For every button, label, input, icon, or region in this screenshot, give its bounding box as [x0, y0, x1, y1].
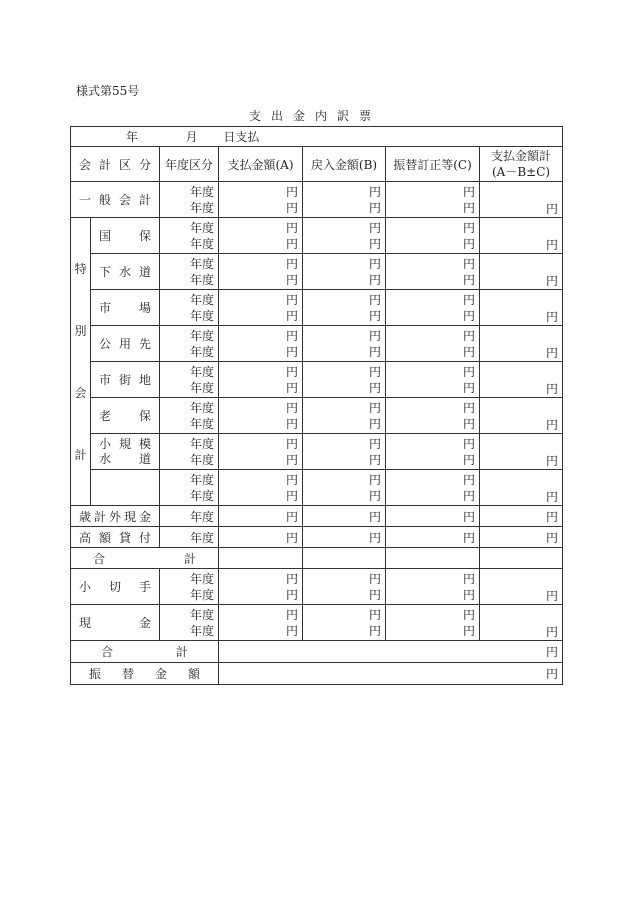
- high-loan-fiscal: 年度: [160, 527, 219, 548]
- general-transfer: 円 円: [386, 182, 480, 218]
- header-total-line1: 支払金額計: [491, 149, 552, 163]
- special-transfer: 円 円: [386, 470, 480, 506]
- form-title: 支出金内訳票: [248, 109, 381, 123]
- special-row: [71, 218, 563, 254]
- special-category-label: 公 用 先: [91, 326, 160, 362]
- special-transfer: 円 円: [386, 434, 480, 470]
- subtotal-row: [71, 548, 563, 569]
- cash-transfer: 円 円: [386, 605, 480, 641]
- special-row: [71, 254, 563, 290]
- special-account-label: 特 別 会 計: [71, 218, 91, 506]
- date-row: [71, 127, 563, 147]
- high-loan-payment: 円: [219, 527, 303, 548]
- special-row: [71, 362, 563, 398]
- header-category: 会 計 区 分: [79, 157, 151, 172]
- extra-cash-refund: 円: [303, 506, 386, 527]
- check-total: 円: [480, 569, 563, 605]
- special-category-label: 市 街 地: [91, 362, 160, 398]
- extra-cash-row: [71, 506, 563, 527]
- special-category-label: 下 水 道: [91, 254, 160, 290]
- special-payment: 円 円: [219, 398, 303, 434]
- special-total: 円: [480, 434, 563, 470]
- general-fiscal: 年度 年度: [160, 182, 219, 218]
- header-row: [71, 147, 563, 182]
- special-payment: 円 円: [219, 254, 303, 290]
- cash-total: 円: [480, 605, 563, 641]
- day-payment-label: 日支払: [223, 130, 260, 144]
- extra-cash-fiscal: 年度: [160, 506, 219, 527]
- extra-cash-transfer: 円: [386, 506, 480, 527]
- special-fiscal: 年度 年度: [160, 326, 219, 362]
- general-label: 一 般 会 計: [79, 193, 151, 207]
- year-label: 年: [126, 130, 139, 144]
- header-transfer: 振替訂正等(C): [386, 147, 480, 182]
- special-category-label: 市 場: [91, 290, 160, 326]
- special-total: 円: [480, 290, 563, 326]
- special-refund: 円 円: [303, 362, 386, 398]
- header-total: [480, 147, 563, 182]
- subtotal-cell: [386, 548, 480, 569]
- special-refund: 円 円: [303, 290, 386, 326]
- expenditure-breakdown-table: [70, 126, 563, 685]
- special-payment: 円 円: [219, 290, 303, 326]
- special-fiscal: 年度 年度: [160, 470, 219, 506]
- special-fiscal: 年度 年度: [160, 362, 219, 398]
- cash-payment: 円 円: [219, 605, 303, 641]
- special-row: [71, 470, 563, 506]
- transfer-amount-label: 振 替 金 額: [89, 667, 200, 681]
- high-loan-label: 高 額 貸 付: [79, 530, 151, 545]
- subtotal-label: 合 計: [93, 551, 196, 566]
- subtotal-cell: [303, 548, 386, 569]
- special-total: 円: [480, 326, 563, 362]
- transfer-amount-row: [71, 663, 563, 685]
- special-refund: 円 円: [303, 326, 386, 362]
- special-transfer: 円 円: [386, 326, 480, 362]
- special-category-label: [91, 470, 160, 506]
- general-total: 円: [480, 182, 563, 218]
- check-fiscal: 年度 年度: [160, 569, 219, 605]
- high-loan-total: 円: [480, 527, 563, 548]
- special-fiscal: 年度 年度: [160, 218, 219, 254]
- special-row: [71, 326, 563, 362]
- special-total: 円: [480, 362, 563, 398]
- special-total: 円: [480, 470, 563, 506]
- special-category-label: 老 保: [91, 398, 160, 434]
- subtotal-cell: [480, 548, 563, 569]
- extra-cash-total: 円: [480, 506, 563, 527]
- special-fiscal: 年度 年度: [160, 254, 219, 290]
- special-payment: 円 円: [219, 218, 303, 254]
- special-transfer: 円 円: [386, 218, 480, 254]
- high-loan-row: [71, 527, 563, 548]
- special-row: [71, 290, 563, 326]
- grand-total-value: 円: [219, 641, 563, 663]
- special-refund: 円 円: [303, 434, 386, 470]
- header-fiscal: 年度区分: [160, 147, 219, 182]
- special-refund: 円 円: [303, 218, 386, 254]
- grand-total-row: [71, 641, 563, 663]
- header-payment: 支払金額(A): [219, 147, 303, 182]
- month-label: 月: [185, 130, 198, 144]
- special-category-label: 小 規 模 水 道: [91, 434, 160, 470]
- special-transfer: 円 円: [386, 398, 480, 434]
- special-transfer: 円 円: [386, 254, 480, 290]
- general-row: [71, 182, 563, 218]
- special-refund: 円 円: [303, 398, 386, 434]
- special-fiscal: 年度 年度: [160, 290, 219, 326]
- header-total-line2: (A－B±C): [491, 165, 551, 179]
- check-row: [71, 569, 563, 605]
- transfer-amount-value: 円: [219, 663, 563, 685]
- special-total: 円: [480, 254, 563, 290]
- cash-fiscal: 年度 年度: [160, 605, 219, 641]
- special-total: 円: [480, 398, 563, 434]
- general-payment: 円 円: [219, 182, 303, 218]
- special-row: [71, 434, 563, 470]
- special-fiscal: 年度 年度: [160, 398, 219, 434]
- subtotal-cell: [219, 548, 303, 569]
- special-fiscal: 年度 年度: [160, 434, 219, 470]
- check-label: 小 切 手: [79, 580, 151, 594]
- special-transfer: 円 円: [386, 362, 480, 398]
- check-transfer: 円 円: [386, 569, 480, 605]
- high-loan-transfer: 円: [386, 527, 480, 548]
- grand-total-label: 合 計: [101, 645, 188, 659]
- special-payment: 円 円: [219, 326, 303, 362]
- special-total: 円: [480, 218, 563, 254]
- general-refund: 円 円: [303, 182, 386, 218]
- cash-label: 現 金: [79, 616, 151, 630]
- special-refund: 円 円: [303, 254, 386, 290]
- high-loan-refund: 円: [303, 527, 386, 548]
- cash-refund: 円 円: [303, 605, 386, 641]
- extra-cash-payment: 円: [219, 506, 303, 527]
- header-refund: 戻入金額(B): [303, 147, 386, 182]
- check-payment: 円 円: [219, 569, 303, 605]
- special-category-label: 国 保: [91, 218, 160, 254]
- special-payment: 円 円: [219, 434, 303, 470]
- special-row: [71, 398, 563, 434]
- extra-cash-label: 歳 計 外 現 金: [79, 509, 151, 524]
- form-number: 様式第55号: [76, 84, 140, 98]
- special-refund: 円 円: [303, 470, 386, 506]
- special-payment: 円 円: [219, 470, 303, 506]
- special-payment: 円 円: [219, 362, 303, 398]
- check-refund: 円 円: [303, 569, 386, 605]
- special-transfer: 円 円: [386, 290, 480, 326]
- cash-row: [71, 605, 563, 641]
